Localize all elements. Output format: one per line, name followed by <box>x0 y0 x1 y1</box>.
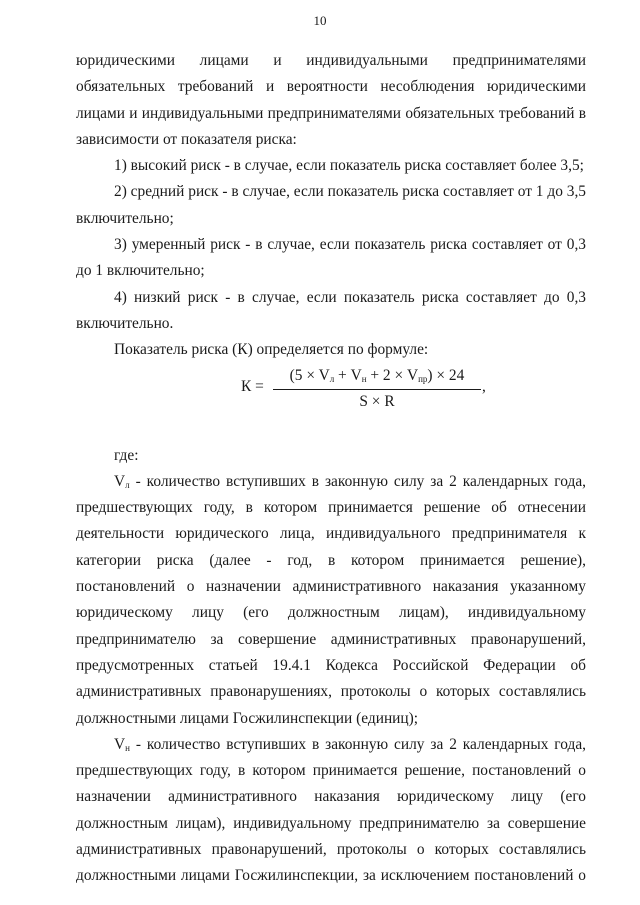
definition-vl-text: - количество вступивших в законную силу за 2 календарных года, предшествующих году, в котором принимается решение об отнесении деятельности юридического лица, индивидуального предпринимателя к категории риска (далее - год, в котором принимается решение), постановлений о назначении административного наказания указанному юридическому лицу (его должностным лицам), индивидуальному предпринимателю за совершение административных правонарушений, предусмотренных статьей 19.4.1 Кодекса Российской Федерации об административных правонарушениях, протоколы о которых составлялись должностными лицами Госжилинспекции (единиц); <box>76 472 586 727</box>
formula-fraction <box>273 367 481 411</box>
definition-vl <box>76 469 586 732</box>
definition-vn-text: - количество вступивших в законную силу за 2 календарных года, предшествующих году, в котором принимается решение, постановлений о назначении административного наказания юридическому лицу (его должностным лицам), индивидуальному предпринимателю за совершение административных правонарушений, протоколы о которых составлялись должностными лицами Госжилинспекции, за исключением постановлений о <box>76 735 586 885</box>
symbol-v: V <box>114 735 126 753</box>
subscript-n: н <box>125 742 130 753</box>
symbol-v: V <box>114 472 126 490</box>
definition-vn <box>76 732 586 890</box>
where-label: где: <box>114 446 139 464</box>
fraction-bar <box>273 389 481 390</box>
list-item-medium-risk: 2) средний риск - в случае, если показатель риска составляет от 1 до 3,5 включительно; <box>76 183 586 227</box>
list-item-low-risk: 4) низкий риск - в случае, если показатель риска составляет до 0,3 включительно. <box>76 288 586 332</box>
risk-formula <box>241 367 501 411</box>
document-body <box>76 48 586 890</box>
subscript-l: л <box>125 479 130 490</box>
page-number: 10 <box>313 13 327 28</box>
formula-lhs: К = <box>241 378 264 395</box>
paragraph-risk-criteria: юридическими лицами и индивидуальными предпринимателями обязательных требований и вероятности несоблюдения юридическими лицами и индивидуальными предпринимателями обязательных требований в зависимости от показателя риска: <box>76 52 586 148</box>
formula-comma: , <box>482 378 486 395</box>
list-item-moderate-risk: 3) умеренный риск - в случае, если показатель риска составляет от 0,3 до 1 включительно; <box>76 236 586 280</box>
formula-intro: Показатель риска (К) определяется по формуле: <box>114 341 429 359</box>
formula-numerator: $(5 \times V_л + V_н + 2 \times V_{пр}) \times 24$ <box>289 367 465 384</box>
formula-denominator: S × R <box>359 393 395 410</box>
list-item-high-risk: 1) высокий риск - в случае, если показатель риска составляет более 3,5; <box>114 157 584 175</box>
